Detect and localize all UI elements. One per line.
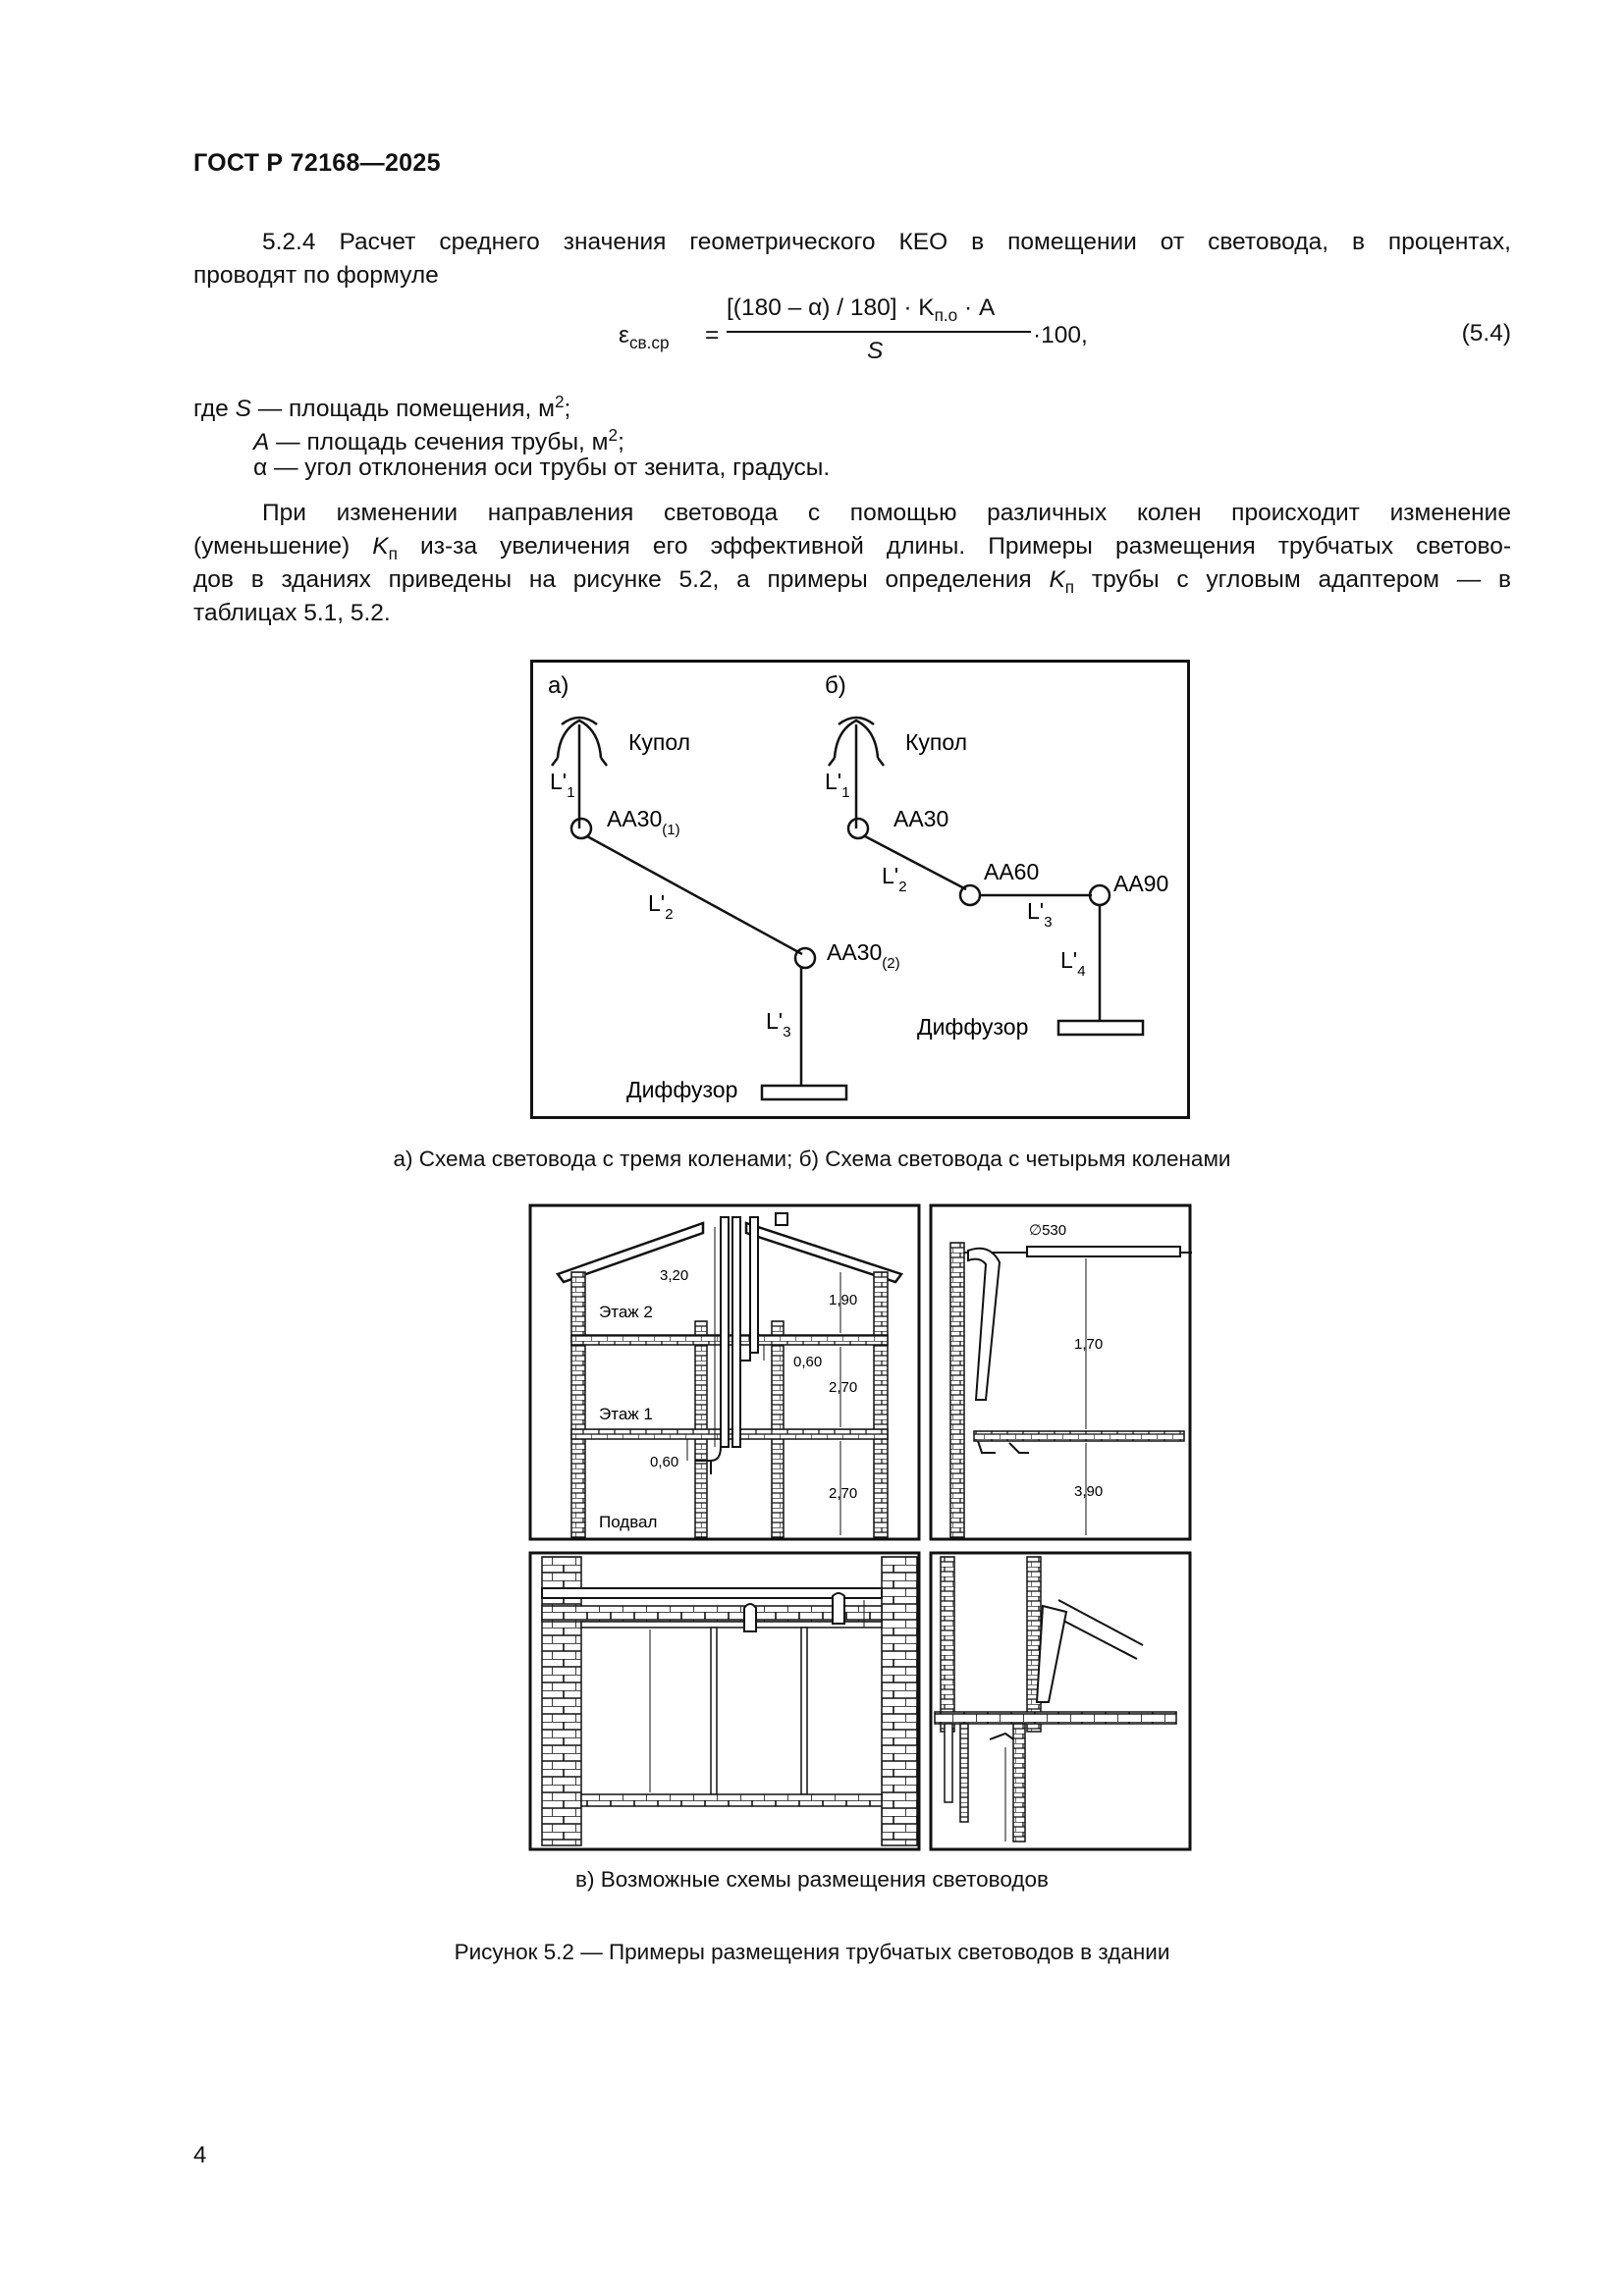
where-item-s: где S — площадь помещения, $м^2$; — [193, 392, 571, 423]
panel-b-elbow1-label: АА30 — [893, 806, 949, 831]
panel-a-label: а) — [548, 672, 569, 699]
light-guide-schematic — [530, 660, 1190, 1119]
panel-a-dome-label: Купол — [628, 729, 691, 755]
panel-a-elbow1-label: $АА30_{(1)}$ — [607, 806, 680, 838]
where-item-alpha: α — угол отклонения оси трубы от зенита, градусы. — [253, 454, 831, 481]
building-section-panel — [530, 1205, 919, 1539]
formula-lhs: $\varepsilon_{св.ср}$ — [619, 322, 670, 352]
panel-a-diffuser-icon — [762, 1086, 846, 1099]
label-floor-1: Этаж 1 — [599, 1405, 653, 1423]
panel-a-seg2: $L'_2$ — [648, 890, 674, 923]
document-code: ГОСТ Р 72168—2025 — [193, 149, 441, 177]
dim-1-90: 1,90 — [829, 1292, 858, 1308]
panel-a-seg1: $L'_1$ — [550, 769, 575, 801]
dim-2-70-lower: 2,70 — [829, 1485, 858, 1502]
panel-a-seg3: $L'_3$ — [766, 1008, 791, 1041]
building-placement-figure — [528, 1203, 1192, 1851]
formula-denominator: S — [867, 338, 884, 364]
label-basement: Подвал — [599, 1513, 658, 1531]
panel-b-seg1: $L'_1$ — [825, 769, 850, 801]
panel-b-diffuser-icon — [1058, 1021, 1143, 1035]
panel-b-seg3: $L'_3$ — [1027, 898, 1053, 931]
panel-b-label: б) — [825, 672, 846, 699]
section-intro-line2: проводят по формуле — [193, 262, 439, 289]
dim-diameter-530: ∅530 — [1029, 1222, 1067, 1239]
paragraph-2-line4: таблицах 5.1, 5.2. — [193, 600, 391, 626]
panel-b-elbow3-label: АА90 — [1113, 871, 1169, 896]
formula-equals: = — [705, 322, 720, 348]
building-caption: в) Возможные схемы размещения световодов — [575, 1867, 1049, 1892]
page-number: 4 — [193, 2142, 207, 2168]
panel-b-dome-label: Купол — [905, 729, 968, 755]
figure-caption: Рисунок 5.2 — Примеры размещения трубчатых световодов в здании — [454, 1940, 1170, 1964]
paragraph-2-line2: (уменьшение) $K_п$ из-за увеличения его эффективной длины. Примеры размещения трубчатых светово- — [193, 533, 1511, 563]
dim-0-60-lower: 0,60 — [650, 1454, 679, 1470]
panel-b-diffuser-label: Диффузор — [917, 1014, 1029, 1040]
formula-numerator: $[(180 - \alpha) / 180] \cdot K_{п.о} \cdot A$ — [727, 294, 996, 325]
dim-3-90: 3,90 — [1074, 1483, 1104, 1500]
horizontal-duct-panel — [530, 1553, 919, 1849]
dim-3-20: 3,20 — [660, 1267, 689, 1284]
label-floor-2: Этаж 2 — [599, 1303, 653, 1321]
paragraph-2-line3: дов в зданиях приведены на рисунке 5.2, а примеры определения $K_п$ трубы с угловым адаптером — в — [193, 566, 1511, 597]
formula-tail: ·100, — [1033, 322, 1088, 348]
panel-b-elbow2-label: АА60 — [984, 859, 1040, 884]
dim-2-70-upper: 2,70 — [829, 1379, 858, 1396]
panel-a-diffuser-label: Диффузор — [626, 1077, 738, 1102]
where-item-a: A — площадь сечения трубы, $м^2$; — [253, 425, 624, 456]
diagonal-duct-panel — [931, 1553, 1190, 1849]
dim-1-70: 1,70 — [1074, 1336, 1104, 1353]
formula — [619, 294, 1110, 373]
panel-b-seg4: $L'_4$ — [1060, 947, 1086, 980]
schematic-caption: а) Схема световода с тремя коленами; б) Схема световода с четырьмя коленами — [393, 1147, 1231, 1171]
section-intro-line1: 5.2.4 Расчет среднего значения геометрического КЕО в помещении от световода, в процентах, — [262, 229, 1511, 255]
equation-number: (5.4) — [1461, 320, 1511, 347]
panel-a-elbow2-label: $АА30_{(2)}$ — [827, 939, 900, 972]
fraction-bar — [727, 331, 1031, 333]
dim-0-60-upper: 0,60 — [793, 1354, 823, 1370]
panel-b-seg2: $L'_2$ — [882, 863, 907, 895]
roof-detail-panel — [931, 1205, 1192, 1539]
paragraph-2-line1: При изменении направления световода с помощью различных колен происходит изменение — [262, 500, 1511, 526]
